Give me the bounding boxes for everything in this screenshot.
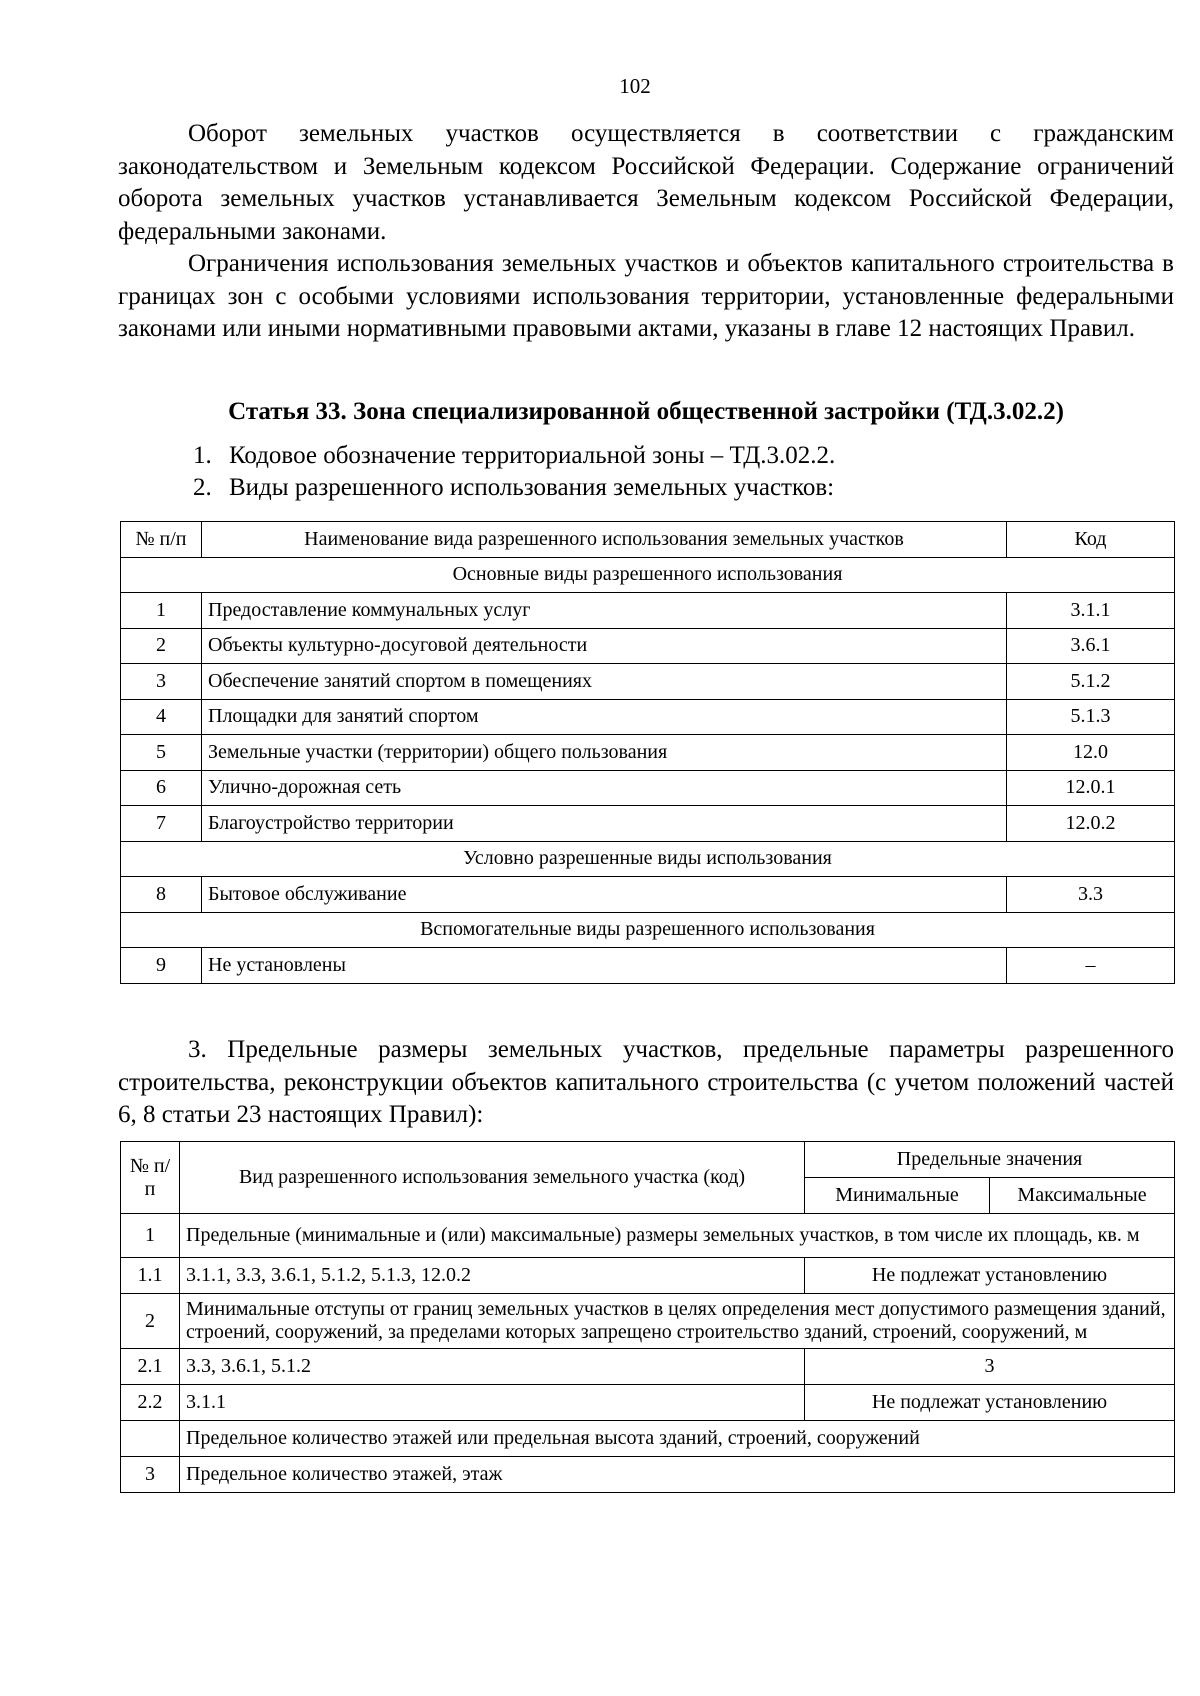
row-name: Объекты культурно-досуговой деятельности (202, 628, 1007, 664)
page-number: 102 (619, 74, 651, 98)
header-min: Минимальные (805, 1178, 990, 1214)
header-limits: Предельные значения (805, 1142, 1175, 1178)
header-num: № п/п (121, 1142, 180, 1214)
table-row (121, 628, 1175, 664)
row-value: Не подлежат установлению (805, 1258, 1175, 1294)
section-row (121, 912, 1175, 948)
article-heading: Статья 33. Зона специализированной общественной застройки (ТД.3.02.2) (228, 398, 1064, 425)
permitted-use-table (120, 521, 1175, 984)
table-row (121, 735, 1175, 771)
table-header-row (121, 1142, 1175, 1178)
row-code: 12.0.1 (1007, 770, 1175, 806)
header-name: Наименование вида разрешенного использования земельных участков (202, 522, 1007, 558)
row-num: 3 (121, 1457, 180, 1493)
row-code: 3.3 (1007, 877, 1175, 913)
intro-paragraph-1: Оборот земельных участков осуществляется в соответствии с гражданским законодательством и Земельным кодексом Российской Федерации. Содержание ограничений оборота земельных участков устанавливается Земельным кодексом Российской Федерации, федеральными законами. (118, 120, 1174, 245)
row-num: 6 (121, 770, 202, 806)
list-item-text: Кодовое обозначение территориальной зоны – ТД.3.02.2. (229, 442, 836, 469)
row-code: 5.1.2 (1007, 664, 1175, 700)
table-row (121, 699, 1175, 735)
intro-text (118, 118, 1174, 346)
section-row (121, 841, 1175, 877)
row-value: Не подлежат установлению (805, 1385, 1175, 1421)
table-row (121, 1258, 1175, 1294)
row-num: 1.1 (121, 1258, 180, 1294)
section-title: Условно разрешенные виды использования (121, 841, 1175, 877)
row-num-empty (121, 1421, 180, 1457)
table-row (121, 1214, 1175, 1258)
table-row (121, 1385, 1175, 1421)
row-value: 3 (805, 1349, 1175, 1385)
row-code: – (1007, 948, 1175, 984)
table-row (121, 664, 1175, 700)
row-num: 1 (121, 1214, 180, 1258)
row-code: 12.0 (1007, 735, 1175, 771)
row-num: 9 (121, 948, 202, 984)
row-num: 2 (121, 628, 202, 664)
row-num: 2.1 (121, 1349, 180, 1385)
header-code: Код (1007, 522, 1175, 558)
table-row (121, 1421, 1175, 1457)
row-num: 5 (121, 735, 202, 771)
paragraph-3-text: 3. Предельные размеры земельных участков, предельные параметры разрешенного строительства, реконструкции объектов капитального строительства (с учетом положений частей 6, 8 статьи 23 настоящих Правил): (118, 1036, 1174, 1128)
row-text: Предельные (минимальные и (или) максимальные) размеры земельных участков, в том числе их площадь, кв. м (180, 1214, 1175, 1258)
row-name: Предоставление коммунальных услуг (202, 593, 1007, 629)
row-text: Предельное количество этажей, этаж (180, 1457, 1175, 1493)
table-row (121, 877, 1175, 913)
row-codes: 3.3, 3.6.1, 5.1.2 (180, 1349, 805, 1385)
intro-paragraph-2: Ограничения использования земельных участков и объектов капитального строительства в границах зон с особыми условиями использования территории, установленные федеральными законами или иными нормативными правовыми актами, указаны в главе 12 настоящих Правил. (118, 250, 1174, 342)
row-num: 3 (121, 664, 202, 700)
row-num: 1 (121, 593, 202, 629)
list-item-text: Виды разрешенного использования земельных участков: (229, 474, 835, 501)
row-name: Земельные участки (территории) общего пользования (202, 735, 1007, 771)
table-row (121, 1457, 1175, 1493)
table-row (121, 806, 1175, 842)
section-row (121, 557, 1175, 593)
section-title: Вспомогательные виды разрешенного использования (121, 912, 1175, 948)
row-name: Не установлены (202, 948, 1007, 984)
row-num: 2.2 (121, 1385, 180, 1421)
row-num: 7 (121, 806, 202, 842)
row-name: Благоустройство территории (202, 806, 1007, 842)
row-code: 3.1.1 (1007, 593, 1175, 629)
table-row (121, 948, 1175, 984)
table-row (121, 770, 1175, 806)
list-item (193, 472, 1173, 504)
header-num: № п/п (121, 522, 202, 558)
list-item (193, 440, 1173, 472)
row-name: Площадки для занятий спортом (202, 699, 1007, 735)
row-name: Бытовое обслуживание (202, 877, 1007, 913)
row-text: Минимальные отступы от границ земельных участков в целях определения мест допустимого размещения зданий, строений, сооружений, за пределами которых запрещено строительство зданий, строений, сооружений, м (180, 1294, 1175, 1349)
section-title: Основные виды разрешенного использования (121, 557, 1175, 593)
header-kind: Вид разрешенного использования земельного участка (код) (180, 1142, 805, 1214)
row-num: 8 (121, 877, 202, 913)
row-codes: 3.1.1, 3.3, 3.6.1, 5.1.2, 5.1.3, 12.0.2 (180, 1258, 805, 1294)
row-text: Предельное количество этажей или предельная высота зданий, строений, сооружений (180, 1421, 1175, 1457)
table-row (121, 1294, 1175, 1349)
row-code: 5.1.3 (1007, 699, 1175, 735)
row-code: 12.0.2 (1007, 806, 1175, 842)
header-max: Максимальные (990, 1178, 1175, 1214)
table-row (121, 593, 1175, 629)
row-name: Обеспечение занятий спортом в помещениях (202, 664, 1007, 700)
row-num: 4 (121, 699, 202, 735)
list-item-number: 2. (193, 474, 212, 501)
limits-table (120, 1141, 1175, 1493)
article-list (193, 440, 1173, 504)
row-name: Улично-дорожная сеть (202, 770, 1007, 806)
row-codes: 3.1.1 (180, 1385, 805, 1421)
list-item-number: 1. (193, 442, 212, 469)
table-row (121, 1349, 1175, 1385)
paragraph-3 (118, 1034, 1174, 1132)
row-num: 2 (121, 1294, 180, 1349)
row-code: 3.6.1 (1007, 628, 1175, 664)
table-header-row (121, 522, 1175, 558)
